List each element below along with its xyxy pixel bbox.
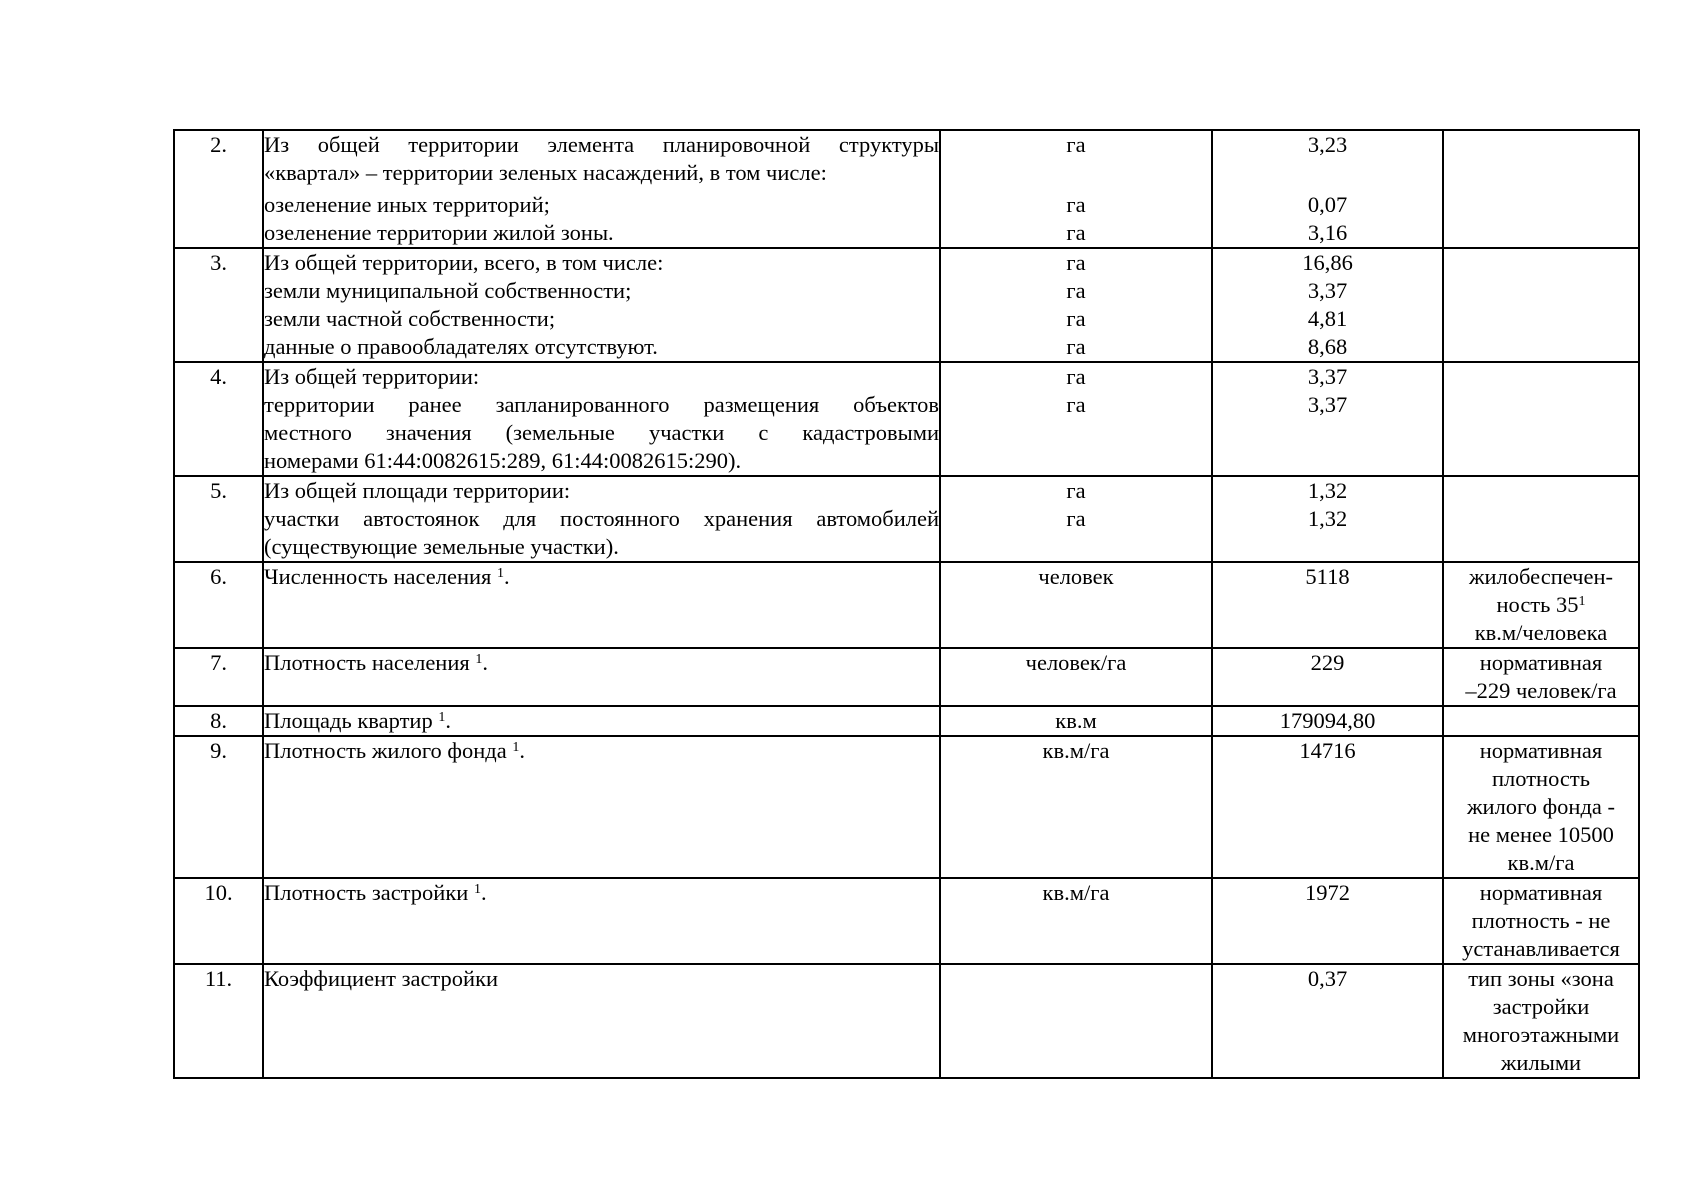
row-number: 6. bbox=[174, 562, 263, 648]
unit-line: га bbox=[1066, 478, 1086, 503]
note-line: жилого фонда - bbox=[1466, 794, 1616, 819]
note-line: кв.м/га bbox=[1507, 850, 1575, 875]
name-line: Из общей территории, всего, в том числе: bbox=[264, 250, 664, 275]
row-value: 229 bbox=[1212, 648, 1443, 706]
row-unit: кв.м/га bbox=[940, 878, 1212, 964]
note-line: не менее 10500 bbox=[1468, 822, 1614, 847]
note-line: кв.м/человека bbox=[1474, 620, 1608, 645]
row-name-tail: . bbox=[519, 738, 525, 763]
row-number: 4. bbox=[174, 362, 263, 476]
row-unit bbox=[940, 362, 1212, 476]
name-line: территории ранее запланированного размещения объектов bbox=[264, 392, 939, 417]
parameters-table bbox=[173, 129, 1640, 1079]
note-line: ность 35 bbox=[1496, 592, 1579, 617]
note-line: нормативная bbox=[1479, 738, 1603, 763]
row-name bbox=[263, 362, 940, 476]
value-line: 4,81 bbox=[1307, 306, 1348, 331]
row-number: 2. bbox=[174, 130, 263, 248]
row-name bbox=[263, 648, 940, 706]
name-line: озеленение иных территорий; bbox=[264, 192, 550, 217]
footnote-mark: 1 bbox=[1578, 594, 1586, 609]
row-number: 5. bbox=[174, 476, 263, 562]
row-unit: человек/га bbox=[940, 648, 1212, 706]
unit-line: га bbox=[1066, 392, 1086, 417]
value-line: 8,68 bbox=[1307, 334, 1348, 359]
row-unit: человек bbox=[940, 562, 1212, 648]
table-row bbox=[174, 248, 1639, 362]
value-line: 0,07 bbox=[1307, 192, 1348, 217]
row-value: 5118 bbox=[1212, 562, 1443, 648]
row-note bbox=[1443, 362, 1639, 476]
note-line: –229 человек/га bbox=[1465, 678, 1617, 703]
row-name bbox=[263, 476, 940, 562]
name-line: данные о правообладателях отсутствуют. bbox=[264, 334, 658, 359]
name-line: номерами 61:44:0082615:289, 61:44:0082615:290). bbox=[264, 448, 742, 473]
row-name-text: Численность населения bbox=[264, 564, 492, 589]
value-line: 1,32 bbox=[1307, 506, 1348, 531]
row-name-tail: . bbox=[482, 650, 488, 675]
name-line: Из общей территории: bbox=[264, 364, 480, 389]
unit-line: га bbox=[1066, 220, 1086, 245]
name-line: «квартал» – территории зеленых насаждений, в том числе: bbox=[264, 160, 827, 185]
value-line: 3,37 bbox=[1307, 364, 1348, 389]
row-number: 10. bbox=[174, 878, 263, 964]
footnote-mark: 1 bbox=[473, 882, 481, 897]
note-line: многоэтажными bbox=[1462, 1022, 1620, 1047]
name-line: Из общей площади территории: bbox=[264, 478, 571, 503]
row-name-tail: . bbox=[504, 564, 510, 589]
unit-line: га bbox=[1066, 364, 1086, 389]
row-name-tail: . bbox=[445, 708, 451, 733]
table-row bbox=[174, 362, 1639, 476]
table-row bbox=[174, 476, 1639, 562]
row-name-text: Плотность жилого фонда bbox=[264, 738, 507, 763]
row-unit: кв.м/га bbox=[940, 736, 1212, 878]
row-value bbox=[1212, 130, 1443, 248]
row-value bbox=[1212, 362, 1443, 476]
row-value: 179094,80 bbox=[1212, 706, 1443, 736]
value-line: 3,37 bbox=[1307, 392, 1348, 417]
row-note bbox=[1443, 964, 1639, 1078]
footnote-mark: 1 bbox=[512, 740, 520, 755]
row-name-text: Площадь квартир bbox=[264, 708, 433, 733]
row-number: 8. bbox=[174, 706, 263, 736]
name-line: местного значения (земельные участки с кадастровыми bbox=[264, 420, 939, 445]
row-number: 3. bbox=[174, 248, 263, 362]
row-unit bbox=[940, 248, 1212, 362]
row-name bbox=[263, 706, 940, 736]
row-note bbox=[1443, 878, 1639, 964]
row-name bbox=[263, 248, 940, 362]
row-number: 9. bbox=[174, 736, 263, 878]
note-line: жилыми bbox=[1500, 1050, 1582, 1075]
row-name-tail: . bbox=[480, 880, 487, 905]
footnote-mark: 1 bbox=[475, 652, 483, 667]
footnote-mark: 1 bbox=[497, 566, 505, 581]
row-value: 1972 bbox=[1212, 878, 1443, 964]
note-line: тип зоны «зона bbox=[1468, 966, 1614, 991]
table-row bbox=[174, 736, 1639, 878]
row-unit bbox=[940, 130, 1212, 248]
row-name-text: Плотность населения bbox=[264, 650, 470, 675]
row-name: Коэффициент застройки bbox=[263, 964, 940, 1078]
row-name bbox=[263, 736, 940, 878]
unit-line: га bbox=[1066, 278, 1086, 303]
row-unit: кв.м bbox=[940, 706, 1212, 736]
note-line: нормативная bbox=[1479, 650, 1603, 675]
table-row bbox=[174, 878, 1639, 964]
unit-line: га bbox=[1066, 306, 1086, 331]
row-note bbox=[1443, 648, 1639, 706]
unit-line: га bbox=[1066, 334, 1086, 359]
unit-line: га bbox=[1066, 506, 1086, 531]
table-row bbox=[174, 964, 1639, 1078]
table-row bbox=[174, 130, 1639, 248]
row-number: 11. bbox=[174, 964, 263, 1078]
row-name bbox=[263, 130, 940, 248]
name-line: Из общей территории элемента планировочной структуры bbox=[264, 132, 939, 157]
row-value: 0,37 bbox=[1212, 964, 1443, 1078]
value-line: 3,16 bbox=[1307, 220, 1348, 245]
note-line: застройки bbox=[1492, 994, 1590, 1019]
name-line: земли частной собственности; bbox=[264, 306, 556, 331]
table-row bbox=[174, 562, 1639, 648]
name-line: (существующие земельные участки). bbox=[264, 534, 619, 559]
row-unit bbox=[940, 476, 1212, 562]
footnote-mark: 1 bbox=[438, 710, 446, 725]
row-value bbox=[1212, 248, 1443, 362]
row-unit bbox=[940, 964, 1212, 1078]
row-note bbox=[1443, 130, 1639, 248]
unit-line: га bbox=[1066, 250, 1086, 275]
row-number: 7. bbox=[174, 648, 263, 706]
value-line: 3,37 bbox=[1307, 278, 1348, 303]
note-line: плотность bbox=[1492, 766, 1590, 791]
row-name-text: Плотность застройки bbox=[264, 880, 469, 905]
table-row bbox=[174, 648, 1639, 706]
row-value bbox=[1212, 476, 1443, 562]
note-line: нормативная bbox=[1479, 880, 1603, 905]
value-line: 16,86 bbox=[1302, 250, 1353, 275]
row-note bbox=[1443, 706, 1639, 736]
name-line: земли муниципальной собственности; bbox=[264, 278, 632, 303]
row-name bbox=[263, 562, 940, 648]
row-name bbox=[263, 878, 940, 964]
row-note bbox=[1443, 736, 1639, 878]
unit-line: га bbox=[1066, 192, 1086, 217]
value-line: 3,23 bbox=[1307, 132, 1348, 157]
note-line: плотность - не bbox=[1471, 908, 1611, 933]
note-line: жилобеспечен- bbox=[1468, 564, 1614, 589]
row-note bbox=[1443, 248, 1639, 362]
name-line: участки автостоянок для постоянного хранения автомобилей bbox=[264, 506, 939, 531]
table-row bbox=[174, 706, 1639, 736]
name-line: озеленение территории жилой зоны. bbox=[264, 220, 614, 245]
row-note bbox=[1443, 562, 1639, 648]
note-line: устанавливается bbox=[1462, 936, 1620, 961]
unit-line: га bbox=[1066, 132, 1086, 157]
value-line: 1,32 bbox=[1307, 478, 1348, 503]
row-value: 14716 bbox=[1212, 736, 1443, 878]
row-note bbox=[1443, 476, 1639, 562]
